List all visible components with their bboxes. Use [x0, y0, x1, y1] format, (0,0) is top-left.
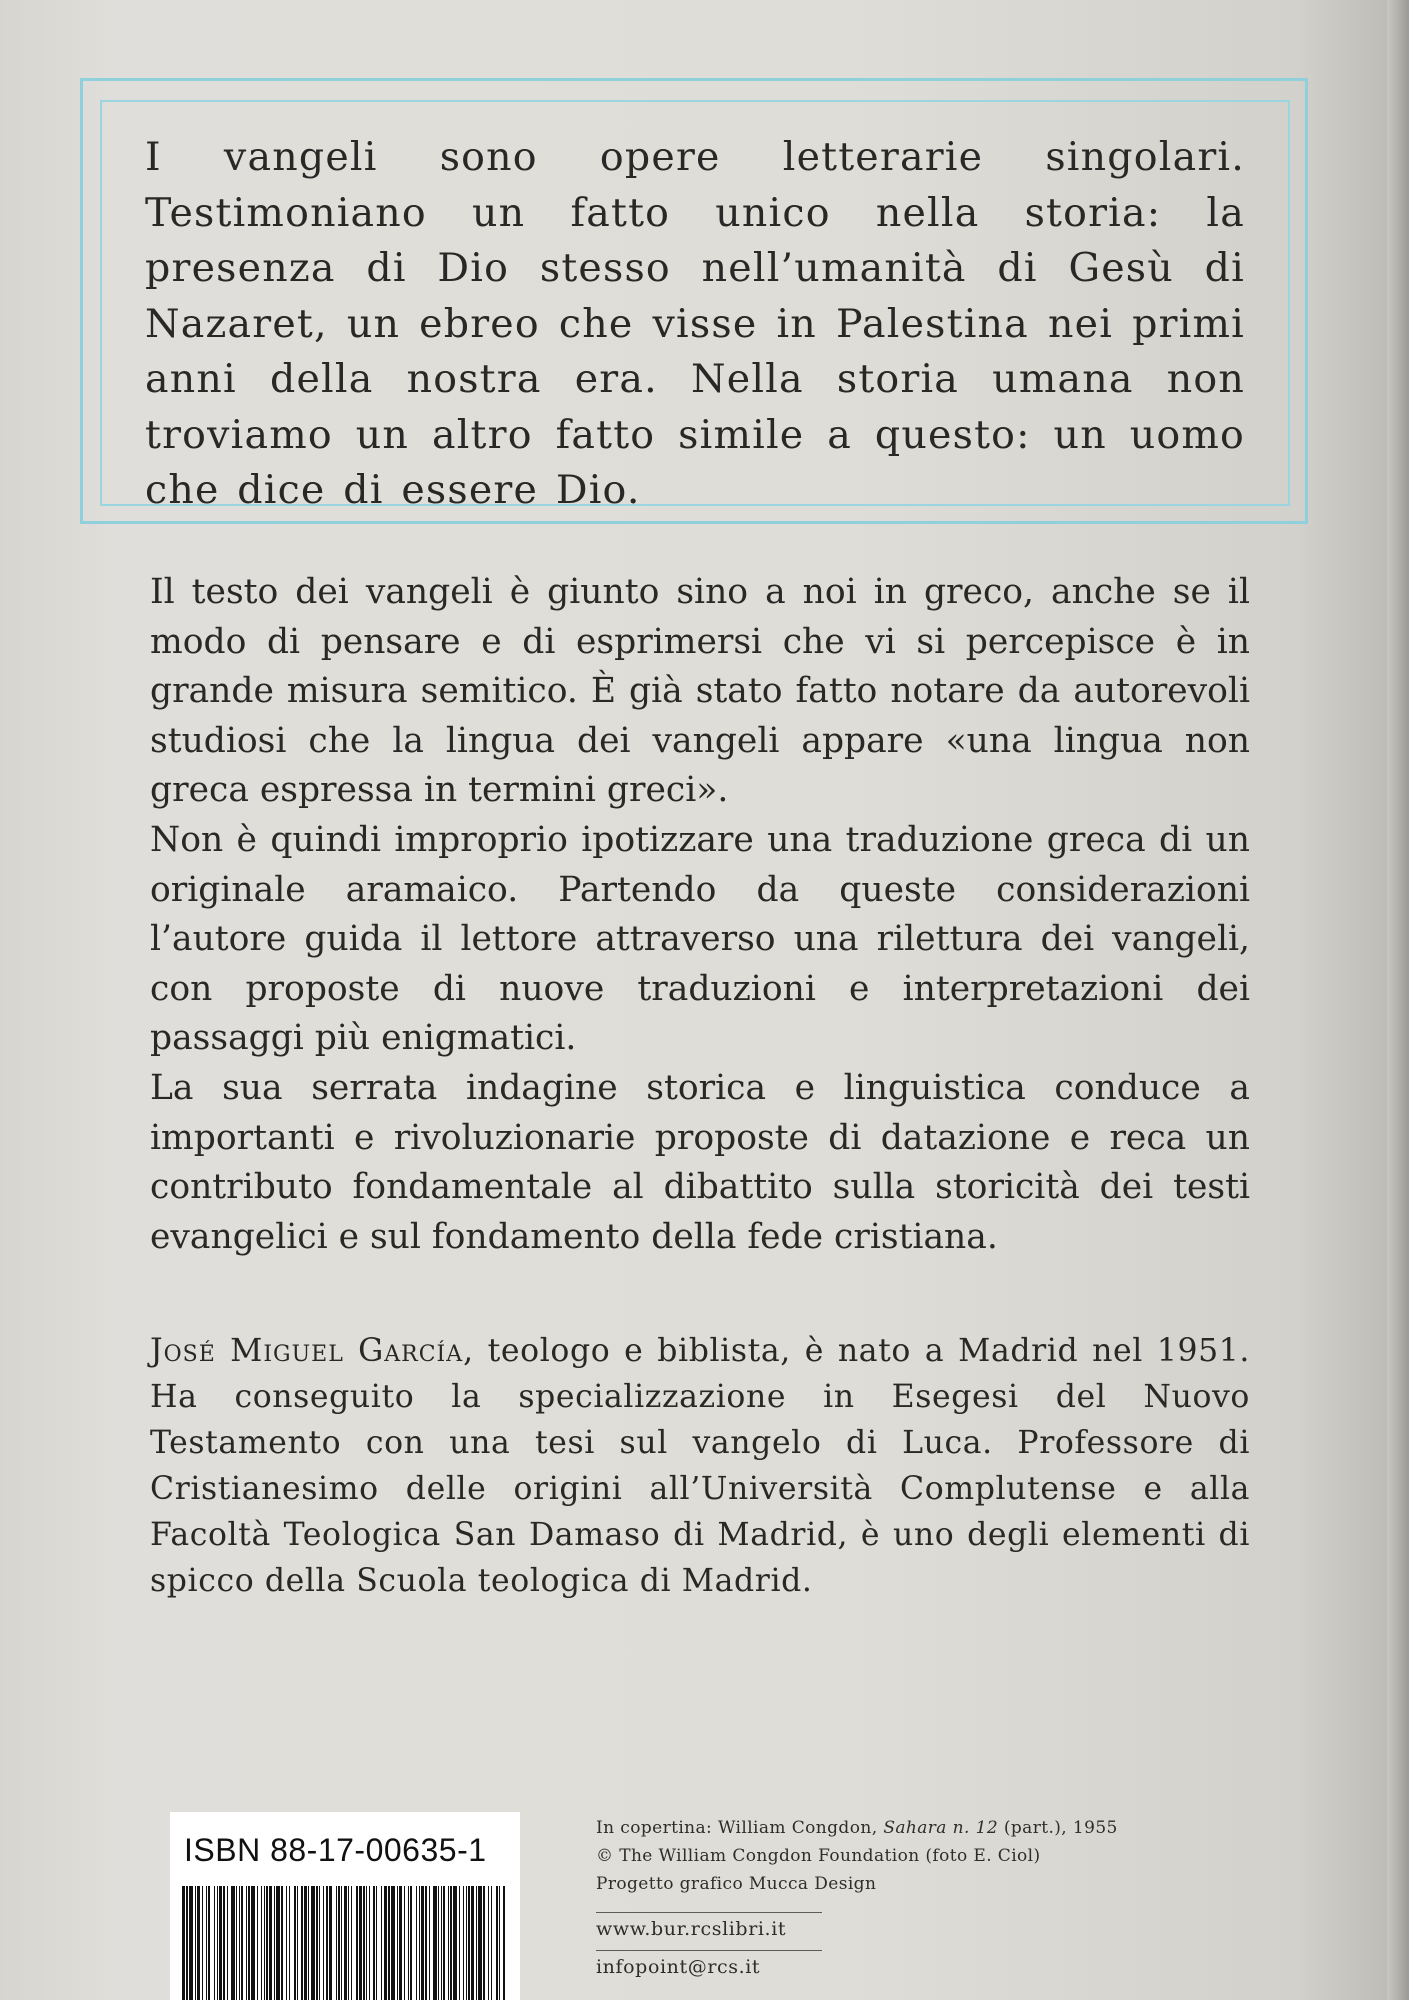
description [150, 568, 1250, 1262]
barcode-bar [214, 1886, 215, 2000]
barcode-bar [257, 1886, 258, 2000]
barcode-bar [397, 1886, 398, 2000]
cover-art-credit-suffix: (part.), 1955 [998, 1818, 1118, 1838]
barcode-bar [463, 1886, 464, 2000]
barcode-bar [429, 1886, 430, 2000]
barcode-bar [206, 1886, 207, 2000]
barcode-bar [478, 1886, 482, 2000]
barcode-bar [381, 1886, 382, 2000]
author-bio [150, 1328, 1250, 1604]
barcode-bar [329, 1886, 332, 2000]
barcode-bar [503, 1886, 505, 2000]
barcode-bar [344, 1886, 347, 2000]
barcode-bar [326, 1886, 328, 2000]
barcode-bar [338, 1886, 340, 2000]
barcode-bar [433, 1886, 437, 2000]
barcode-bar [219, 1886, 222, 2000]
barcode-label [170, 1812, 520, 2000]
barcode-bar [202, 1886, 203, 2000]
barcode-bar [356, 1886, 358, 2000]
divider-top [596, 1912, 822, 1913]
barcode-bar [483, 1886, 485, 2000]
barcode-bar [466, 1886, 467, 2000]
barcode-bar [388, 1886, 390, 2000]
isbn-number: ISBN 88-17-00635-1 [184, 1832, 487, 1868]
barcode-bar [408, 1886, 409, 2000]
description-paragraph-1: Il testo dei vangeli è giunto sino a noi in greco, anche se il modo di pensare e di esprimersi che vi si percepisce è in grande misura semitico. È già stato fatto notare da autorevoli studiosi che la lingua dei vangeli appare «una lingua non greca espressa in termini greci». [150, 572, 1250, 811]
barcode-bar [251, 1886, 255, 2000]
barcode-bar [399, 1886, 402, 2000]
barcode-bar [239, 1886, 240, 2000]
barcode-bar [450, 1886, 452, 2000]
barcode-bar [223, 1886, 225, 2000]
barcode-bar [471, 1886, 474, 2000]
barcode-bar [491, 1886, 492, 2000]
barcode-bar [369, 1886, 370, 2000]
author-name: José Miguel García [150, 1333, 464, 1369]
barcode-bar [236, 1886, 237, 2000]
description-paragraph-2: Non è quindi improprio ipotizzare una traduzione greca di un originale aramaico. Partendo da queste considerazioni l’autore guida il lettore attraverso una rilettura dei vangeli, con proposte di nuove traduzioni e interpretazioni dei passaggi più enigmatici. [150, 819, 1250, 1059]
design-credit: Progetto grafico Mucca Design [596, 1874, 877, 1894]
barcode [180, 1886, 510, 2000]
barcode-bar [496, 1886, 498, 2000]
email-link[interactable]: infopoint@rcs.it [596, 1956, 761, 1978]
cover-art-title: Sahara n. 12 [883, 1818, 999, 1838]
barcode-bar [468, 1886, 470, 2000]
barcode-bar [351, 1886, 352, 2000]
cover-art-credit-prefix: In copertina: William Congdon, [596, 1818, 884, 1838]
barcode-bar [241, 1886, 243, 2000]
intro-text: I vangeli sono opere letterarie singolari. Testimoniano un fatto unico nella storia: la presenza di Dio stesso nell’umanità di Gesù di Nazaret, un ebreo che visse in Palestina nei primi anni della nostra era. Nella storia umana non troviamo un altro fatto simile a questo: un uomo che dice di essere Dio. [145, 134, 1245, 513]
barcode-bar [348, 1886, 349, 2000]
barcode-bar [197, 1886, 200, 2000]
barcode-bar [319, 1886, 320, 2000]
barcode-bar [366, 1886, 367, 2000]
barcode-bar [359, 1886, 362, 2000]
barcode-bar [269, 1886, 272, 2000]
website-link[interactable]: www.bur.rcslibri.it [596, 1918, 787, 1940]
barcode-bar [261, 1886, 262, 2000]
barcode-bar [264, 1886, 265, 2000]
barcode-bar [363, 1886, 365, 2000]
barcode-bar [276, 1886, 280, 2000]
barcode-bar [391, 1886, 395, 2000]
barcode-bar [443, 1886, 445, 2000]
cover-edge-shadow [1387, 0, 1409, 2000]
author-bio-text: , teologo e biblista, è nato a Madrid nel 1951. Ha conseguito la specializzazione in Esegesi del Nuovo Testamento con una tesi sul vangelo di Luca. Professore di Cristianesimo delle origini all’Università Complutense e alla Facoltà Teologica San Damaso di Madrid, è uno degli elementi di spicco della Scuola teologica di Madrid. [150, 1333, 1250, 1599]
barcode-bar [274, 1886, 275, 2000]
cover-credits [596, 1814, 1196, 1898]
barcode-bar [281, 1886, 283, 2000]
barcode-bar [304, 1886, 307, 2000]
description-paragraph-3: La sua serrata indagine storica e linguistica conduce a importanti e rivoluzionarie proposte di datazione e reca un contributo fondamentale al dibattito sulla storicità dei testi evangelici e sul fondamento della fede cristiana. [150, 1067, 1250, 1257]
barcode-bar [227, 1886, 228, 2000]
barcode-bar [316, 1886, 318, 2000]
barcode-bar [376, 1886, 377, 2000]
barcode-bar [421, 1886, 424, 2000]
barcode-bar [297, 1886, 298, 2000]
barcode-bar [308, 1886, 309, 2000]
barcode-bar [341, 1886, 342, 2000]
barcode-bar [488, 1886, 489, 2000]
barcode-bar [384, 1886, 387, 2000]
barcode-bar [248, 1886, 250, 2000]
barcode-bar [438, 1886, 439, 2000]
barcode-bar [289, 1886, 290, 2000]
barcode-bar [323, 1886, 324, 2000]
barcode-bar [410, 1886, 412, 2000]
barcode-bar [182, 1886, 185, 2000]
cover-art-credit [596, 1814, 1196, 1842]
barcode-bar [311, 1886, 315, 2000]
barcode-bar [186, 1886, 188, 2000]
barcode-bar [373, 1886, 375, 2000]
barcode-bar [294, 1886, 296, 2000]
barcode-bar [476, 1886, 477, 2000]
divider-bottom [596, 1950, 822, 1951]
barcode-bar [459, 1886, 460, 2000]
barcode-bar [453, 1886, 457, 2000]
barcode-bar [499, 1886, 500, 2000]
barcode-bar [301, 1886, 303, 2000]
barcode-bar [441, 1886, 442, 2000]
barcode-bar [246, 1886, 247, 2000]
barcode-bar [419, 1886, 420, 2000]
copyright-line: © The William Congdon Foundation (foto E. Ciol) [596, 1846, 1041, 1866]
barcode-bar [189, 1886, 193, 2000]
barcode-bar [336, 1886, 337, 2000]
barcode-bar [425, 1886, 427, 2000]
barcode-bar [266, 1886, 268, 2000]
barcode-bar [208, 1886, 210, 2000]
barcode-bar [416, 1886, 417, 2000]
barcode-bar [286, 1886, 287, 2000]
barcode-bar [448, 1886, 449, 2000]
barcode-bar [195, 1886, 196, 2000]
barcode-bar [404, 1886, 405, 2000]
barcode-bar [231, 1886, 235, 2000]
barcode-bar [217, 1886, 218, 2000]
